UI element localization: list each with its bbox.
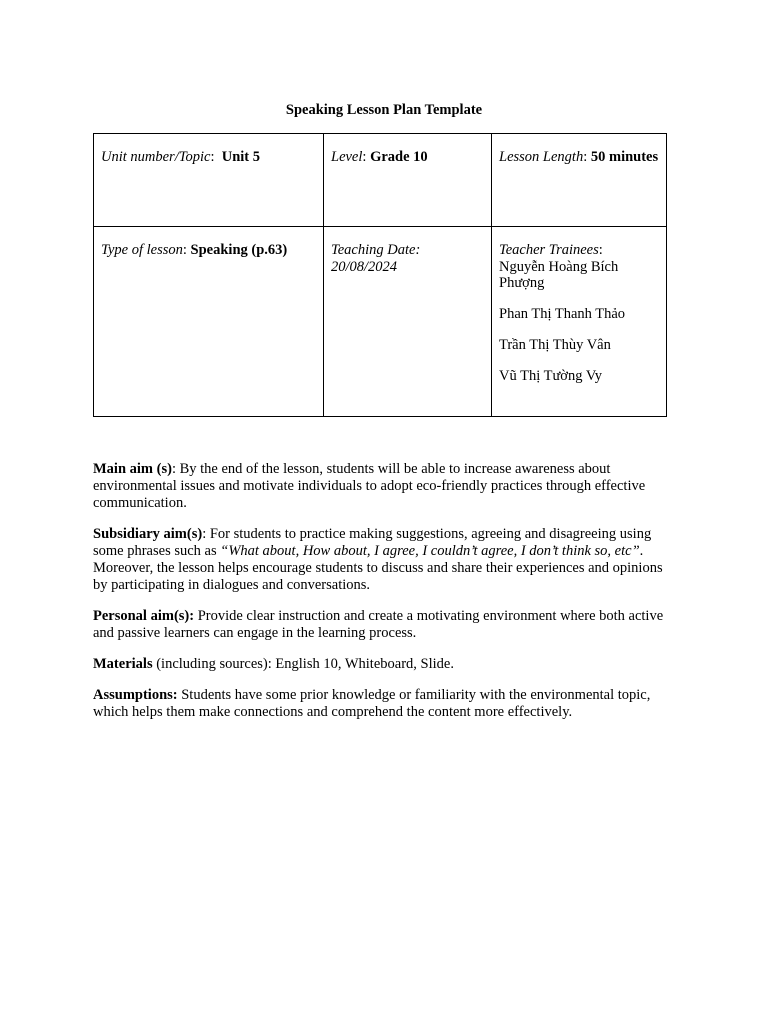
lesson-aims-section [93, 461, 677, 735]
personal-aim-label: Personal aim(s): [93, 608, 195, 624]
lesson-type-label: Type of lesson [101, 242, 183, 258]
personal-aim-paragraph [93, 608, 677, 642]
trainee-name: Trần Thị Thùy Vân [499, 337, 611, 353]
subsidiary-aim-text: : For students to practice making suggestions, agreeing and disagreeing using some phrases such as [93, 526, 652, 559]
lesson-length-label: Lesson Length [499, 149, 584, 165]
lesson-length-value: 50 minutes [590, 149, 659, 165]
lesson-info-table [93, 133, 667, 417]
level-cell: Level: Grade 10 [324, 134, 492, 227]
document-title: Speaking Lesson Plan Template [285, 102, 483, 118]
unit-label: Unit number/Topic [101, 149, 211, 165]
level-value: Grade 10 [370, 149, 428, 165]
subsidiary-aim-paragraph [93, 526, 677, 594]
trainee-name: Vũ Thị Tường Vy [499, 368, 602, 384]
materials-label: Materials [93, 656, 153, 672]
main-aim-label: Main aim (s) [93, 461, 172, 477]
assumptions-text: Students have some prior knowledge or familiarity with the environmental topic, which helps them make connections and comprehend the content more effectively. [93, 687, 651, 720]
lesson-type-value: Speaking (p.63) [190, 242, 288, 258]
table-row [94, 227, 667, 417]
trainee-name: Nguyễn Hoàng Bích Phượng [499, 258, 619, 291]
materials-paragraph [93, 656, 677, 673]
unit-cell: Unit number/Topic: Unit 5 [94, 134, 324, 227]
subsidiary-aim-phrases: “What about, How about, I agree, I couldn’t agree, I don’t think so, etc” [220, 543, 640, 559]
teacher-trainees-cell [492, 227, 667, 417]
teacher-trainees-heading: Teacher Trainees: Nguyễn Hoàng Bích Phượng [499, 242, 619, 291]
materials-text: (including sources): English 10, Whiteboard, Slide. [152, 656, 454, 672]
main-aim-paragraph [93, 461, 677, 512]
teacher-trainees-label: Teacher Trainees [499, 242, 599, 258]
assumptions-label: Assumptions: [93, 687, 178, 703]
teaching-date-value: 20/08/2024 [331, 258, 398, 275]
lesson-length-cell: Lesson Length: 50 minutes [492, 134, 667, 227]
teaching-date-label: Teaching Date: [331, 242, 421, 258]
lesson-type-cell: Type of lesson: Speaking (p.63) [94, 227, 324, 417]
personal-aim-text: Provide clear instruction and create a motivating environment where both active and passive learners can engage in the learning process. [93, 608, 664, 641]
subsidiary-aim-text-continued: . Moreover, the lesson helps encourage students to discuss and share their experiences and opinions by participating in dialogues and conversations. [93, 543, 663, 593]
assumptions-paragraph [93, 687, 677, 721]
table-row [94, 134, 667, 227]
level-label: Level [331, 149, 363, 165]
main-aim-text: : By the end of the lesson, students will be able to increase awareness about environmental issues and motivate individuals to adopt eco-friendly practices through effective communication. [93, 461, 646, 511]
trainee-name: Phan Thị Thanh Thảo [499, 306, 626, 322]
teaching-date-cell [324, 227, 492, 417]
unit-value: Unit 5 [221, 149, 260, 165]
subsidiary-aim-label: Subsidiary aim(s) [93, 526, 203, 542]
